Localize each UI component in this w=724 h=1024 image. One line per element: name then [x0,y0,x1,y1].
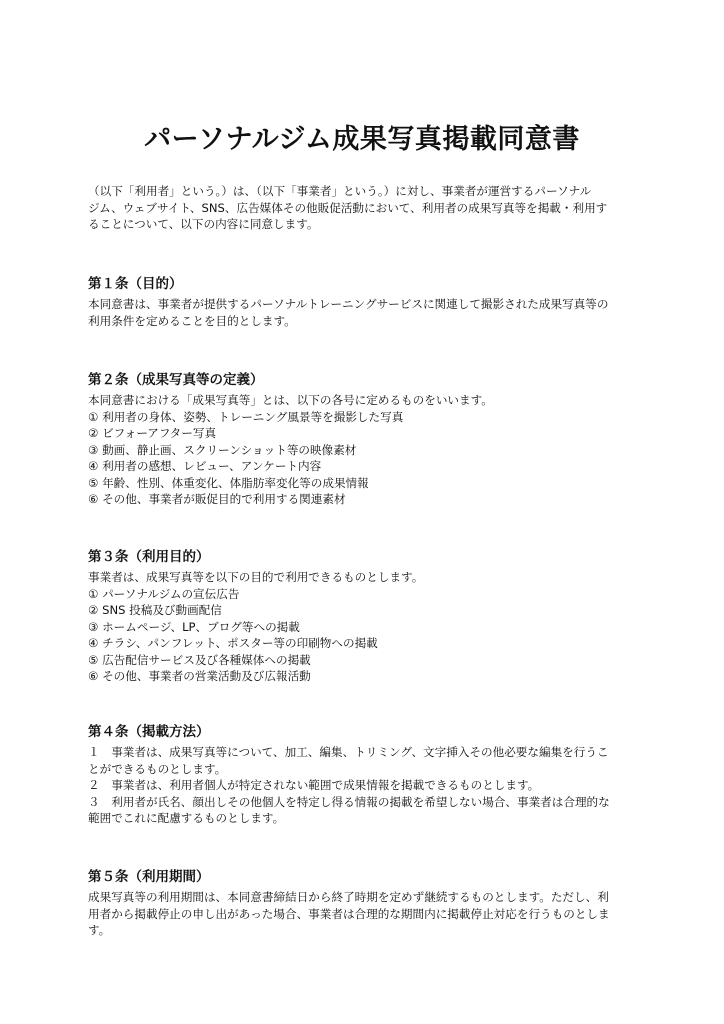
intro-line: ることについて、以下の内容に同意します。 [88,217,319,231]
article-3 [88,548,640,685]
article-heading: 第３条（利用目的） [88,549,210,565]
article-4 [88,723,640,827]
list-item: ① パーソナルジムの宣伝広告 [88,586,240,601]
article-heading: 第５条（利用期間） [88,869,210,885]
article-heading: 第１条（目的） [88,276,183,292]
list-item: ⑥ その他、事業者が販促目的で利用する関連素材 [88,492,346,506]
list-item: ① 利用者の身体、姿勢、トレーニング風景等を撮影した写真 [88,409,404,424]
list-item: ⑤ 広告配信サービス及び各種媒体への掲載 [88,652,311,667]
article-line: ３ 利用者が氏名、顔出しその他個人を特定し得る情報の掲載を希望しない場合、事業者は合理的な [88,794,610,809]
article-5 [88,868,640,939]
article-line: ２ 事業者は、利用者個人が特定されない範囲で成果情報を掲載できるものとします。 [88,778,540,792]
article-line: 用者から掲載停止の申し出があった場合、事業者は合理的な期間内に掲載停止対応を行うものとしま [88,906,610,921]
list-item: ② ビフォーアフター写真 [88,426,217,440]
list-item: ④ 利用者の感想、レビュー、アンケート内容 [88,459,322,473]
list-item: ⑤ 年齢、性別、体重変化、体脂肪率変化等の成果情報 [88,475,369,490]
article-2 [88,371,640,508]
article-line: 成果写真等の利用期間は、本同意書締結日から終了時期を定めず継続するものとします。ただし、利 [88,890,609,904]
article-1 [88,275,640,329]
article-line: １ 事業者は、成果写真等について、加工、編集、トリミング、文字挿入その他必要な編集を行うこ [88,745,609,759]
list-item: ⑥ その他、事業者の営業活動及び広報活動 [88,669,311,683]
article-heading: 第４条（掲載方法） [88,724,210,740]
article-line: とができるものとします。 [88,761,227,776]
document-title: パーソナルジム成果写真掲載同意書 [144,124,580,156]
article-line: す。 [88,923,111,937]
list-item: ② SNS 投稿及び動画配信 [88,603,222,617]
article-line: 本同意書における「成果写真等」とは、以下の各号に定めるものをいいます。 [88,393,493,407]
intro-paragraph [88,183,638,233]
intro-line: （以下「利用者」という。）は、（以下「事業者」という。）に対し、事業者が運営するパーソナル [88,184,592,198]
list-item: ③ ホームページ、LP、ブログ等への掲載 [88,619,300,634]
article-line: 範囲でこれに配慮するものとします。 [88,811,285,825]
article-line: 本同意書は、事業者が提供するパーソナルトレーニングサービスに関連して撮影された成果写真等の [88,297,609,311]
article-line: 事業者は、成果写真等を以下の目的で利用できるものとします。 [88,570,424,584]
intro-line: ジム、ウェブサイト、SNS、広告媒体その他販促活動において、利用者の成果写真等を掲載・利用す [88,200,608,215]
article-line: 利用条件を定めることを目的とします。 [88,313,296,328]
list-item: ③ 動画、静止画、スクリーンショット等の映像素材 [88,442,357,457]
article-heading: 第２条（成果写真等の定義） [88,372,264,388]
list-item: ④ チラシ、パンフレット、ポスター等の印刷物への掲載 [88,636,378,650]
